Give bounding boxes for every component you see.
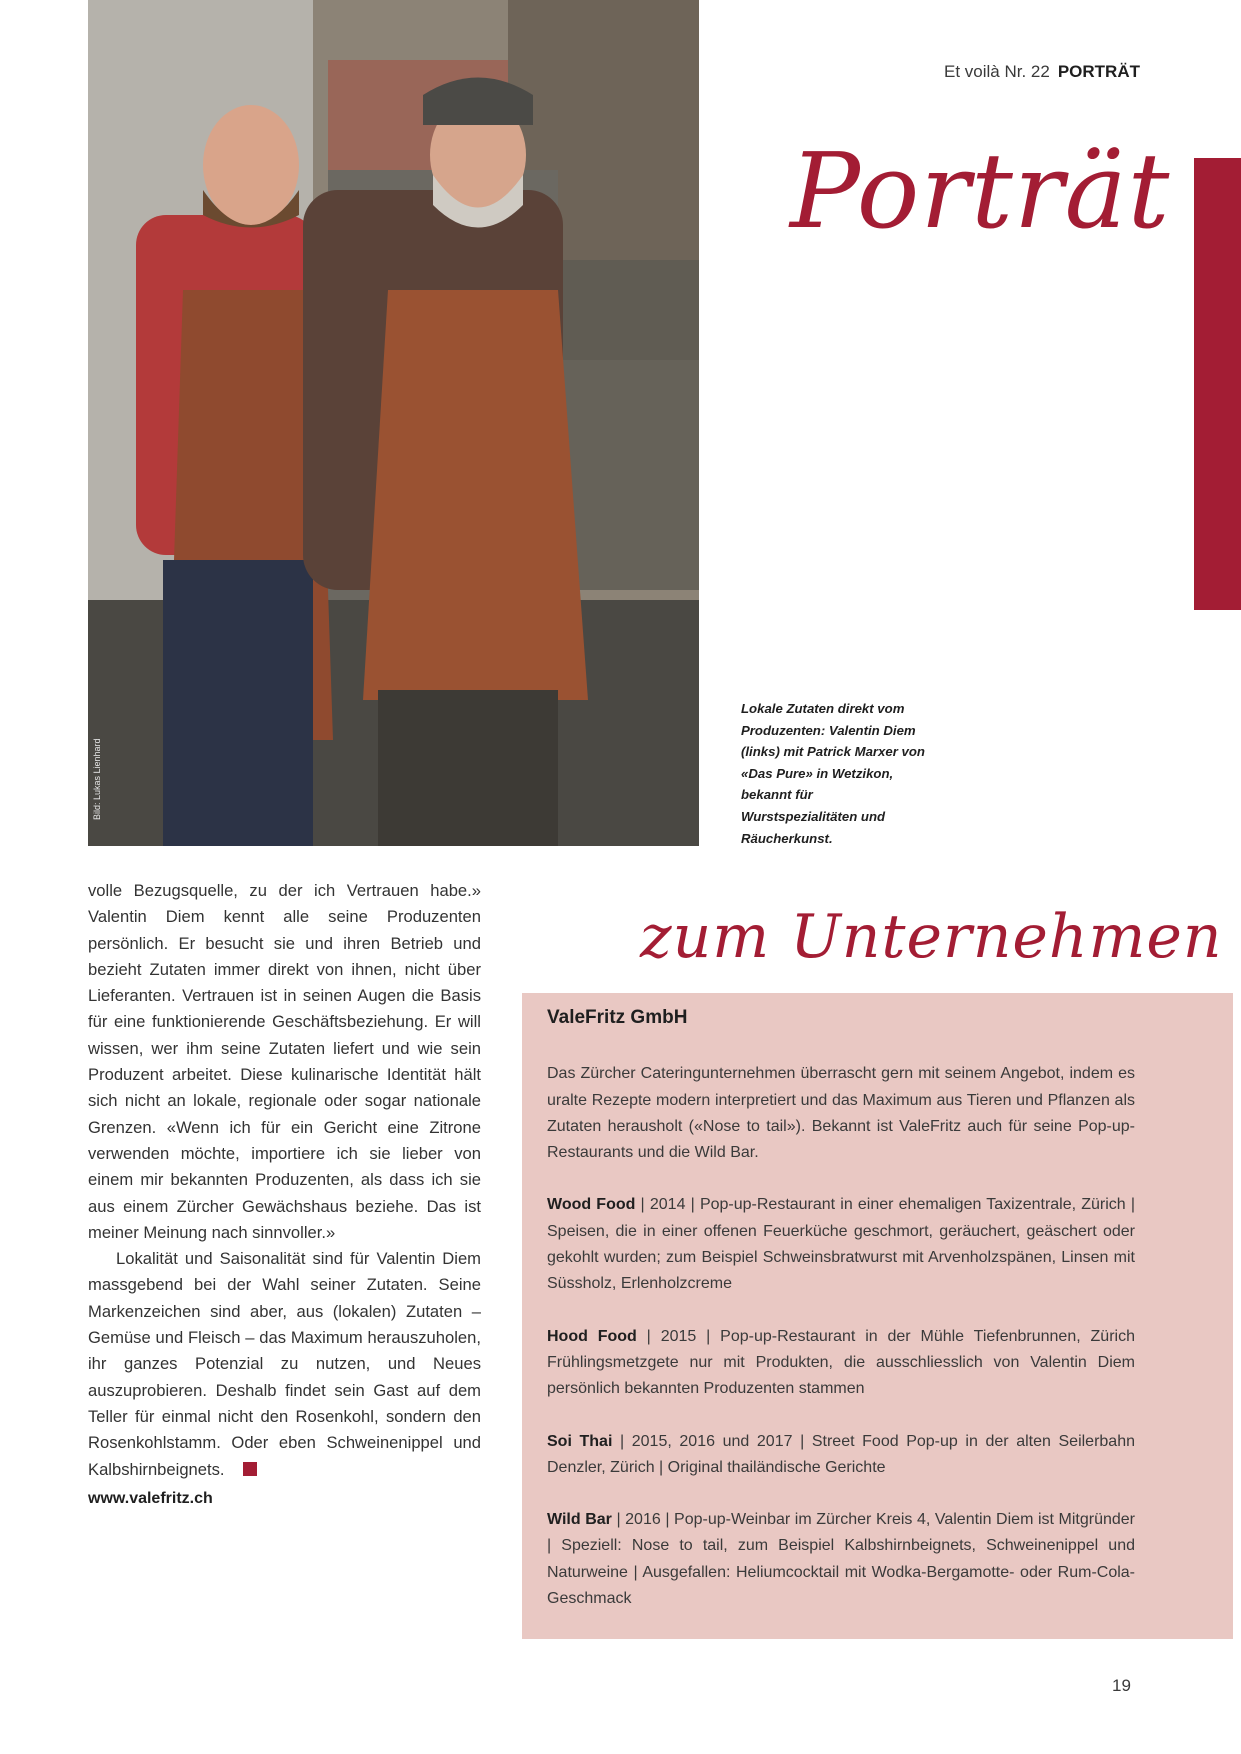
entry-text: | 2015, 2016 und 2017 | Street Food Pop-up in der alten Seilerbahn Denzler, Zürich | Original thailändische Gerichte: [547, 1432, 1135, 1476]
company-box-title: zum Unternehmen: [640, 902, 1223, 972]
portrait-photo: [88, 0, 699, 846]
page-number: 19: [1112, 1676, 1131, 1695]
magazine-issue: Et voilà Nr. 22: [944, 62, 1050, 81]
article-paragraph: volle Bezugsquelle, zu der ich Vertrauen habe.» Valentin Diem kennt alle seine Produzenten persönlich. Er besucht sie und ihren Betrieb und bezieht Zutaten immer direkt von ihnen, nicht über Lieferanten. Vertrauen ist in seinen Augen die Basis für eine funktionierende Geschäftsbeziehung. Er will wissen, wer ihm seine Zutaten liefert und wie sein Produzent arbeitet. Diese kulinarische Identität hält sich nicht an lokale, regionale oder sogar nationale Grenzen. «Wenn ich für ein Gericht eine Zitrone verwenden möchte, importiere ich sie lieber von einem mir bekannten Produzenten, als dass ich sie aus einem Zürcher Gewächshaus beziehe. Das ist meiner Meinung nach sinnvoller.»: [88, 881, 481, 1242]
end-mark-icon: [243, 1462, 257, 1476]
company-name: ValeFritz GmbH: [547, 1007, 688, 1028]
section-color-bar: [1194, 158, 1241, 610]
article-body: [88, 878, 481, 1483]
entry-name: Hood Food: [547, 1327, 637, 1345]
entry-name: Soi Thai: [547, 1432, 613, 1450]
running-header: [870, 62, 1140, 82]
article-paragraph-text: Lokalität und Saisonalität sind für Valentin Diem massgebend bei der Wahl seiner Zutaten. Seine Markenzeichen sind aber, aus (lokalen) Zutaten – Gemüse und Fleisch – das Maximum herauszuholen, ihr ganzes Potenzial zu nutzen, und Neues auszuprobieren. Deshalb findet sein Gast auf dem Teller für einmal nicht den Rosenkohl, sondern den Rosenkohlstamm. Oder eben Schweinenippel und Kalbshirnbeignets.: [88, 1249, 481, 1479]
page-title: Porträt: [790, 130, 1171, 252]
photo-credit: Bild: Lukas Lienhard: [92, 738, 102, 820]
company-intro: Das Zürcher Cateringunternehmen überrascht gern mit seinem Angebot, indem es uralte Rezepte modern interpretiert und das Maximum aus Tieren und Pflanzen als Zutaten herausholt («Nose to tail»). Bekannt ist ValeFritz auch für seine Pop-up-Restaurants und die Wild Bar.: [547, 1065, 1135, 1162]
entry-text: | 2015 | Pop-up-Restaurant in der Mühle Tiefenbrunnen, Zürich Frühlingsmetzgete nur mit Produkten, die ausschliesslich von Valentin Diem persönlich bekannten Produzenten stammen: [547, 1327, 1135, 1398]
article-paragraph: [88, 1246, 481, 1483]
entry-name: Wood Food: [547, 1196, 636, 1214]
company-entry: [547, 1507, 1135, 1612]
company-info-content: [547, 1005, 1135, 1638]
company-entry: [547, 1429, 1135, 1482]
photo-illustration: [88, 0, 699, 846]
photo-caption: Lokale Zutaten direkt vom Produzenten: Valentin Diem (links) mit Patrick Marxer von «Das Pure» in Wetzikon, bekannt für Wurstspezialitäten und Räucherkunst.: [741, 701, 925, 846]
company-entry: [547, 1324, 1135, 1403]
website-link[interactable]: www.valefritz.ch: [88, 1490, 213, 1507]
section-label: PORTRÄT: [1057, 62, 1140, 81]
entry-text: | 2016 | Pop-up-Weinbar im Zürcher Kreis 4, Valentin Diem ist Mitgründer | Speziell: Nose to tail, zum Beispiel Kalbshirnbeignets, Schweinenippel und Naturweine | Ausgefallen: Heliumcocktail mit Wodka-Bergamotte- oder Rum-Cola-Geschmack: [547, 1511, 1135, 1608]
company-entry: [547, 1192, 1135, 1297]
entry-name: Wild Bar: [547, 1511, 612, 1529]
entry-text: | 2014 | Pop-up-Restaurant in einer ehemaligen Taxizentrale, Zürich | Speisen, die in einer offenen Feuerküche geschmort, geräuchert, geäschert oder gekohlt wurden; zum Beispiel Schweinsbratwurst mit Arvenholzspänen, Linsen mit Süssholz, Erlenholzcreme: [547, 1196, 1135, 1293]
